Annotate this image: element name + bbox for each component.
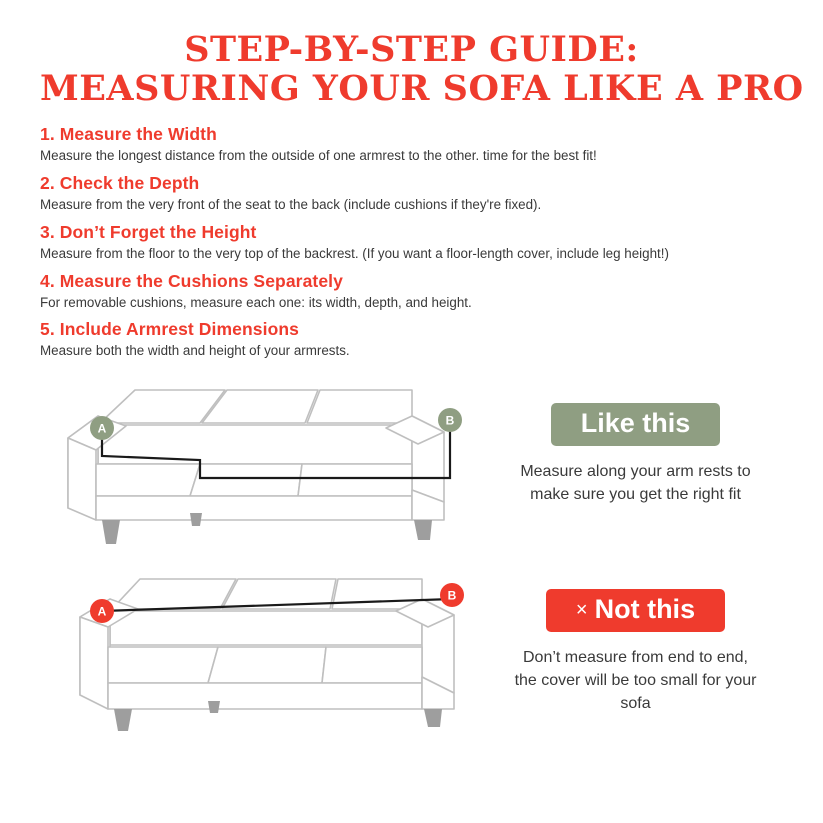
step-3-text: Measure from the floor to the very top of the backrest. (If you want a floor-length cover, include leg height!): [40, 245, 669, 261]
step-item: [40, 173, 783, 214]
step-4-text: For removable cushions, measure each one: its width, depth, and height.: [40, 294, 472, 310]
sofa-illustration-incorrect: [40, 553, 480, 738]
marker-a-correct-label: A: [97, 421, 107, 436]
illustration-area: [40, 368, 783, 738]
cross-icon: ×: [575, 598, 588, 621]
step-item: [40, 222, 783, 263]
step-1-text: Measure the longest distance from the outside of one armrest to the other. time for the best fit!: [40, 148, 597, 164]
sofa-diagram-incorrect-svg: [40, 553, 480, 733]
not-this-text: Don’t measure from end to end, the cover will be too small for your sofa: [514, 648, 757, 712]
step-5-text: Measure both the width and height of your armrests.: [40, 343, 350, 359]
step-item: [40, 124, 783, 165]
step-item: [40, 319, 783, 360]
callouts-column: [488, 368, 783, 715]
step-item: [40, 271, 783, 312]
like-this-text: Measure along your arm rests to make sure you get the right fit: [520, 463, 751, 504]
sofa-illustration-correct: [40, 368, 480, 553]
step-4-heading: 4. Measure the Cushions Separately: [40, 270, 343, 291]
like-this-badge-label: Like this: [580, 408, 691, 439]
step-5-heading: 5. Include Armrest Dimensions: [40, 319, 299, 340]
callout-incorrect: [488, 589, 783, 716]
marker-b-correct-label: B: [445, 413, 455, 428]
like-this-badge: [551, 403, 721, 446]
step-2-heading: 2. Check the Depth: [40, 173, 200, 194]
page-title: [40, 0, 804, 110]
not-this-badge: [546, 589, 725, 632]
step-3-heading: 3. Don’t Forget the Height: [40, 221, 257, 242]
marker-a-incorrect-label: A: [97, 604, 107, 619]
not-this-badge-label: Not this: [594, 593, 696, 624]
sofa-diagram-correct-svg: [40, 368, 480, 548]
marker-b-incorrect-label: B: [447, 588, 457, 603]
title-line-2: MEASURING YOUR SOFA LIKE A PRO: [40, 68, 804, 110]
callout-correct: [488, 403, 783, 506]
step-1-heading: 1. Measure the Width: [40, 124, 217, 145]
title-line-1: STEP-BY-STEP GUIDE:: [184, 29, 639, 70]
steps-list: [40, 124, 783, 360]
step-2-text: Measure from the very front of the seat to the back (include cushions if they're fixed).: [40, 197, 542, 213]
